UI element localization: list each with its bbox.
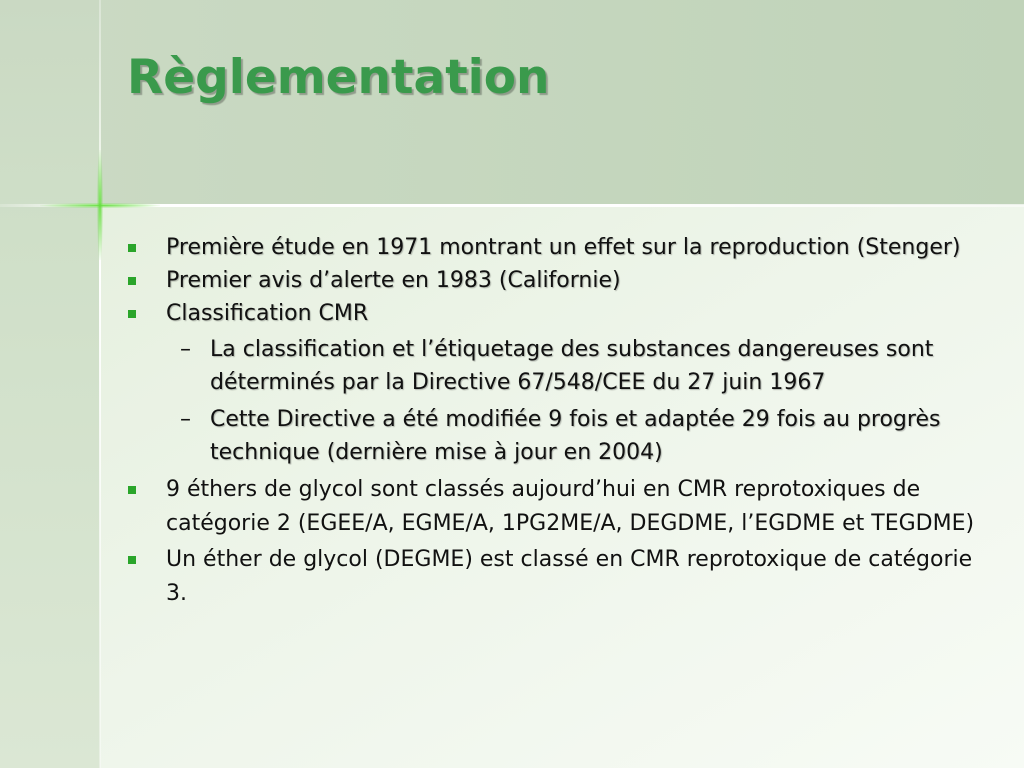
list-item [127, 543, 987, 611]
dash-marker: – [180, 337, 191, 362]
list-item-text: Classification CMR [166, 301, 369, 326]
square-bullet-icon [128, 277, 136, 285]
list-item [127, 232, 987, 263]
list-item-text: 9 éthers de glycol sont classés aujourd’hui en CMR reprotoxiques de catégorie 2 (EGEE/A, EGME/A, 1PG2ME/A, DEGDME, l’EGDME et TEGDME) [166, 477, 975, 536]
left-panel [0, 0, 100, 768]
crosshair-glow-vertical [97, 150, 103, 260]
sub-list-item [127, 333, 987, 399]
square-bullet-icon [128, 244, 136, 252]
square-bullet-icon [128, 556, 136, 564]
vertical-divider [99, 0, 101, 768]
sub-list-item [127, 403, 987, 469]
sub-list-item-text: La classification et l’étiquetage des substances dangereuses sont déterminés par la Directive 67/548/CEE du 27 juin 1967 [210, 337, 934, 395]
dash-marker: – [180, 407, 191, 432]
list-item [127, 265, 987, 296]
list-item [127, 298, 987, 329]
square-bullet-icon [128, 486, 136, 494]
list-item-text: Premier avis d’alerte en 1983 (Californie) [166, 268, 621, 293]
slide-title: Règlementation [127, 50, 550, 105]
slide-body [127, 232, 987, 613]
list-item [127, 473, 987, 541]
list-item-text: Première étude en 1971 montrant un effet sur la reproduction (Stenger) [166, 235, 961, 260]
sub-list-item-text: Cette Directive a été modifiée 9 fois et adaptée 29 fois au progrès technique (dernière mise à jour en 2004) [210, 407, 941, 465]
list-item-text: Un éther de glycol (DEGME) est classé en CMR reprotoxique de catégorie 3. [166, 547, 973, 606]
square-bullet-icon [128, 310, 136, 318]
